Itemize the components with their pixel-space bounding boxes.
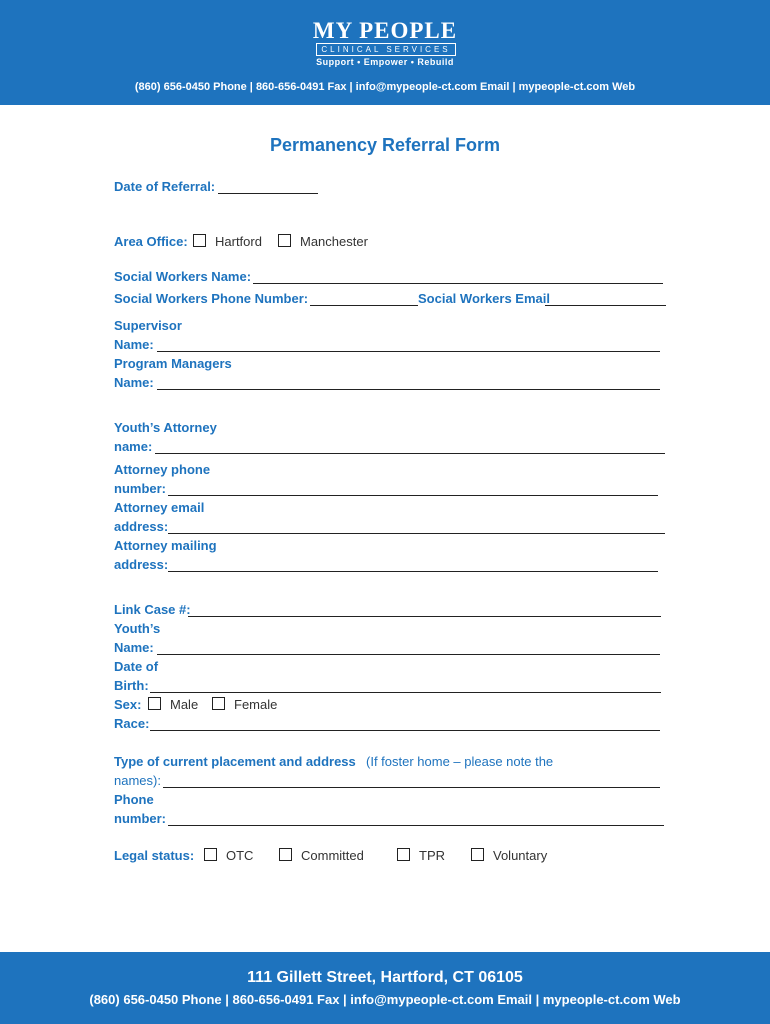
logo-title: MY PEOPLE bbox=[312, 18, 458, 43]
logo-tagline: Support • Empower • Rebuild bbox=[316, 57, 454, 67]
program-managers-name-label: Name: bbox=[114, 375, 154, 390]
placement-label: Type of current placement and address bbox=[114, 754, 356, 769]
supervisor-label: Supervisor bbox=[114, 318, 182, 333]
otc-option-label: OTC bbox=[226, 848, 254, 863]
program-managers-label: Program Managers bbox=[114, 356, 232, 371]
attorney-phone-label: Attorney phone bbox=[114, 462, 211, 477]
date-of-referral-field[interactable] bbox=[218, 193, 318, 194]
program-managers-name-field[interactable] bbox=[157, 389, 660, 390]
youths-name-field[interactable] bbox=[157, 654, 660, 655]
social-workers-name-label: Social Workers Name: bbox=[114, 269, 252, 284]
youths-attorney-name-label: name: bbox=[114, 439, 153, 454]
youths-attorney-name-field[interactable] bbox=[155, 453, 665, 454]
voluntary-checkbox[interactable] bbox=[471, 848, 484, 861]
social-workers-email-label: Social Workers Email bbox=[418, 291, 550, 306]
voluntary-option-label: Voluntary bbox=[493, 848, 548, 863]
birth-label: Birth: bbox=[114, 678, 149, 693]
attorney-mailing-label: Attorney mailing bbox=[114, 538, 217, 553]
female-option-label: Female bbox=[234, 697, 278, 712]
social-workers-email-field[interactable] bbox=[545, 305, 666, 306]
female-checkbox[interactable] bbox=[212, 697, 225, 710]
manchester-checkbox[interactable] bbox=[278, 234, 291, 247]
hartford-option-label: Hartford bbox=[215, 234, 262, 249]
sex-label: Sex: bbox=[114, 697, 142, 712]
placement-names-label: names): bbox=[114, 773, 161, 788]
placement-field[interactable] bbox=[163, 787, 660, 788]
phone-number-label: number: bbox=[114, 811, 166, 826]
date-of-birth-field[interactable] bbox=[150, 692, 661, 693]
social-workers-phone-field[interactable] bbox=[310, 305, 418, 306]
date-of-label: Date of bbox=[114, 659, 159, 674]
link-case-field[interactable] bbox=[188, 616, 661, 617]
attorney-email-address-label: address: bbox=[114, 519, 169, 534]
youths-attorney-label: Youth’s Attorney bbox=[114, 420, 217, 435]
social-workers-name-field[interactable] bbox=[253, 283, 663, 284]
attorney-phone-field[interactable] bbox=[168, 495, 658, 496]
male-checkbox[interactable] bbox=[148, 697, 161, 710]
otc-checkbox[interactable] bbox=[204, 848, 217, 861]
header-contact: (860) 656-0450 Phone | 860-656-0491 Fax | info@mypeople-ct.com Email | mypeople-ct.com Web bbox=[134, 81, 636, 93]
footer-address: 111 Gillett Street, Hartford, CT 06105 bbox=[247, 969, 523, 986]
committed-checkbox[interactable] bbox=[279, 848, 292, 861]
youths-name-label: Name: bbox=[114, 640, 154, 655]
attorney-email-field[interactable] bbox=[168, 533, 665, 534]
manchester-option-label: Manchester bbox=[300, 234, 368, 249]
phone-label: Phone bbox=[114, 792, 154, 807]
date-of-referral-label: Date of Referral: bbox=[114, 179, 216, 194]
header-banner bbox=[0, 0, 770, 105]
youths-label: Youth’s bbox=[114, 621, 161, 636]
logo-subtitle: CLINICAL SERVICES bbox=[316, 43, 456, 56]
placement-note: (If foster home – please note the bbox=[366, 754, 554, 769]
attorney-email-label: Attorney email bbox=[114, 500, 205, 515]
supervisor-name-field[interactable] bbox=[157, 351, 660, 352]
legal-status-label: Legal status: bbox=[114, 848, 195, 863]
race-field[interactable] bbox=[150, 730, 660, 731]
phone-number-field[interactable] bbox=[168, 825, 664, 826]
link-case-label: Link Case #: bbox=[114, 602, 191, 617]
hartford-checkbox[interactable] bbox=[193, 234, 206, 247]
area-office-label: Area Office: bbox=[114, 234, 188, 249]
race-label: Race: bbox=[114, 716, 150, 731]
footer-banner bbox=[0, 952, 770, 1024]
footer-contact: (860) 656-0450 Phone | 860-656-0491 Fax | info@mypeople-ct.com Email | mypeople-ct.com Web bbox=[89, 992, 681, 1007]
attorney-mailing-field[interactable] bbox=[168, 571, 658, 572]
attorney-mailing-address-label: address: bbox=[114, 557, 169, 572]
tpr-option-label: TPR bbox=[419, 848, 445, 863]
attorney-phone-number-label: number: bbox=[114, 481, 166, 496]
social-workers-phone-label: Social Workers Phone Number: bbox=[114, 291, 309, 306]
supervisor-name-label: Name: bbox=[114, 337, 154, 352]
tpr-checkbox[interactable] bbox=[397, 848, 410, 861]
male-option-label: Male bbox=[170, 697, 199, 712]
committed-option-label: Committed bbox=[301, 848, 364, 863]
form-title: Permanency Referral Form bbox=[269, 135, 501, 155]
